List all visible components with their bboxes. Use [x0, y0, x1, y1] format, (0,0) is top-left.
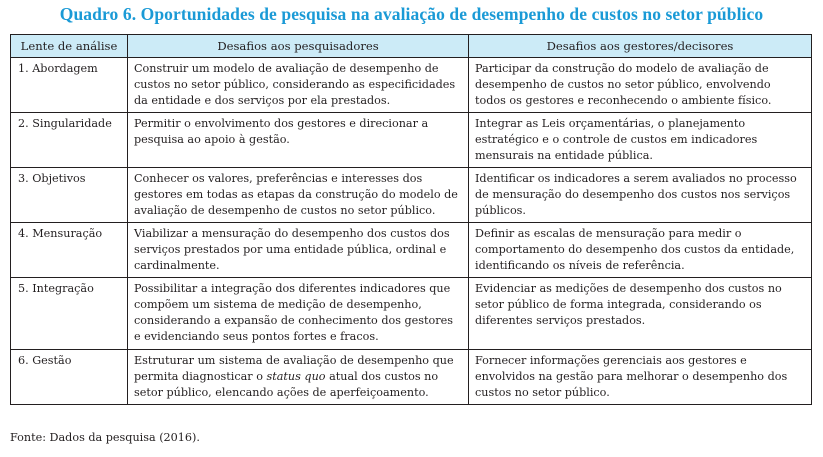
researchers-cell: Conhecer os valores, preferências e interesses dos gestores em todas as etapas da construção do modelo de avaliação de desempenho de custos no setor público. — [128, 168, 469, 223]
lens-cell: 3. Objetivos — [11, 168, 128, 223]
source-note: Fonte: Dados da pesquisa (2016). — [10, 431, 200, 444]
header-researchers: Desafios aos pesquisadores — [128, 35, 469, 58]
lens-cell: 2. Singularidade — [11, 113, 128, 168]
researchers-text-after: atual dos custos no setor público, elencando ações de aperfeiçoamento. — [134, 370, 439, 399]
managers-cell: Identificar os indicadores a serem avaliados no processo de mensuração do desempenho dos custos nos serviços públicos. — [469, 168, 812, 223]
status-quo-italic: status quo — [266, 370, 326, 383]
lens-cell: 5. Integração — [11, 278, 128, 350]
researchers-cell: Construir um modelo de avaliação de desempenho de custos no setor público, considerando as especificidades da entidade e dos serviços por ela prestados. — [128, 58, 469, 113]
managers-cell: Definir as escalas de mensuração para medir o comportamento do desempenho dos custos da entidade, identificando os níveis de referência. — [469, 223, 812, 278]
header-managers: Desafios aos gestores/decisores — [469, 35, 812, 58]
table-row — [11, 350, 812, 405]
managers-cell: Fornecer informações gerenciais aos gestores e envolvidos na gestão para melhorar o desempenho dos custos no setor público. — [469, 350, 812, 405]
table-row — [11, 278, 812, 350]
opportunities-table — [10, 34, 812, 405]
header-lens: Lente de análise — [11, 35, 128, 58]
researchers-cell: Possibilitar a integração dos diferentes indicadores que compõem um sistema de medição de desempenho, considerando a expansão de conhecimento dos gestores e evidenciando seus pontos fortes e fracos. — [128, 278, 469, 350]
managers-cell: Integrar as Leis orçamentárias, o planejamento estratégico e o controle de custos em indicadores mensurais na entidade pública. — [469, 113, 812, 168]
researchers-text-before: Estruturar um sistema de avaliação de desempenho que permita diagnosticar o — [134, 354, 454, 383]
lens-cell: 4. Mensuração — [11, 223, 128, 278]
researchers-cell: Viabilizar a mensuração do desempenho dos custos dos serviços prestados por uma entidade pública, ordinal e cardinalmente. — [128, 223, 469, 278]
table-title: Quadro 6. Oportunidades de pesquisa na avaliação de desempenho de custos no setor público — [59, 4, 764, 24]
managers-cell: Evidenciar as medições de desempenho dos custos no setor público de forma integrada, considerando os diferentes serviços prestados. — [469, 278, 812, 350]
table-row — [11, 58, 812, 113]
managers-cell: Participar da construção do modelo de avaliação de desempenho de custos no setor público, envolvendo todos os gestores e reconhecendo o ambiente físico. — [469, 58, 812, 113]
lens-cell: 6. Gestão — [11, 350, 128, 405]
researchers-cell — [128, 350, 469, 405]
researchers-cell: Permitir o envolvimento dos gestores e direcionar a pesquisa ao apoio à gestão. — [128, 113, 469, 168]
lens-cell: 1. Abordagem — [11, 58, 128, 113]
table-row — [11, 168, 812, 223]
table-row — [11, 113, 812, 168]
table-row — [11, 223, 812, 278]
header-row — [11, 35, 812, 58]
